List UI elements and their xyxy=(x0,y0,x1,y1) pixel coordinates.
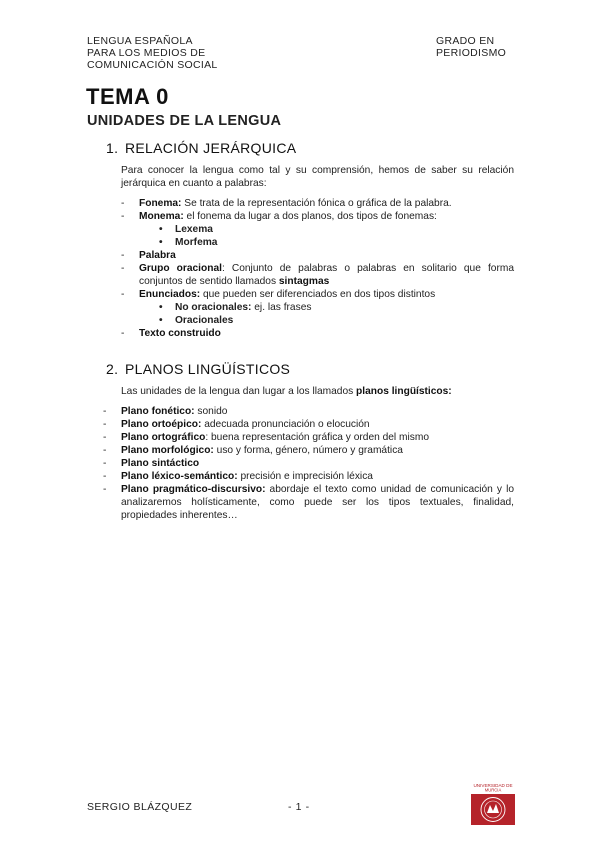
list-item: - Fonema: Se trata de la representación fónica o gráfica de la palabra. xyxy=(121,198,452,209)
section2-intro: Las unidades de la lengua dan lugar a los llamados planos lingüísticos: xyxy=(121,386,452,397)
list-item: - Plano ortoépico: adecuada pronunciación o elocución xyxy=(103,419,370,430)
section1-intro: Para conocer la lengua como tal y su comprensión, hemos de saber su relación jerárquica en cuanto a palabras: xyxy=(121,165,514,189)
section-heading-relacion xyxy=(106,140,296,156)
list-item: - Plano pragmático-discursivo: abordaje el texto como unidad de comunicación y lo analizaremos holísticamente, como puede ser los tipos textuales, finalidad, propiedades inherentes… xyxy=(103,484,514,521)
logo-text: UNIVERSIDAD DE xyxy=(473,783,513,788)
page-subtitle: UNIDADES DE LA LENGUA xyxy=(87,113,282,129)
list-item: - Plano ortográfico: buena representación gráfica y orden del mismo xyxy=(103,432,430,443)
sub-list xyxy=(139,301,514,327)
sub-list xyxy=(139,223,514,249)
sub-list-item: • Oracionales xyxy=(159,315,234,326)
sub-list-item: • Lexema xyxy=(159,224,213,235)
section-title: PLANOS LINGÜÍSTICOS xyxy=(125,361,291,377)
section-title: RELACIÓN JERÁRQUICA xyxy=(125,140,297,156)
list-item: - Grupo oracional: Conjunto de palabras o palabras en solitario que forma conjuntos de sentido llamados sintagmas xyxy=(121,263,515,287)
sub-list-item: • No oracionales: ej. las frases xyxy=(159,302,312,313)
header-course-line: COMUNICACIÓN SOCIAL xyxy=(87,59,218,71)
list-item: - Plano sintáctico xyxy=(103,458,200,469)
list-item: - Plano fonético: sonido xyxy=(103,406,228,417)
header-course xyxy=(87,35,327,71)
logo-seal-background xyxy=(471,794,515,825)
section-number: 1. xyxy=(106,140,119,156)
university-seal-icon xyxy=(468,780,518,826)
header-course-line: LENGUA ESPAÑOLA xyxy=(87,35,193,47)
logo-text: MURCIA xyxy=(484,787,502,793)
section1-list xyxy=(121,197,514,340)
list-item: - Plano morfológico: uso y forma, género, número y gramática xyxy=(103,445,403,456)
footer-author: SERGIO BLÁZQUEZ xyxy=(87,801,193,813)
header-degree-line: PERIODISMO xyxy=(436,47,507,59)
header-course-line: PARA LOS MEDIOS DE xyxy=(87,47,206,59)
list-item: - Enunciados: que pueden ser diferenciados en dos tipos distintos • No oracionales: ej. las frases • Oracionales xyxy=(121,288,514,327)
list-item: - Plano léxico-semántico: precisión e imprecisión léxica xyxy=(103,471,373,482)
header-degree-line: GRADO EN xyxy=(436,35,495,47)
page-number: - 1 - xyxy=(288,801,310,813)
list-item: - Monema: el fonema da lugar a dos planos, dos tipos de fonemas: • Lexema • Morfema xyxy=(121,210,514,249)
sub-list-item: • Morfema xyxy=(159,237,218,248)
university-logo xyxy=(468,780,518,826)
page-title: TEMA 0 xyxy=(86,84,169,109)
list-item: - Palabra xyxy=(121,250,176,261)
header-degree xyxy=(436,35,556,59)
section2-list xyxy=(103,405,514,522)
list-item: - Texto construido xyxy=(121,328,221,339)
section-heading-planos xyxy=(106,361,290,377)
section-number: 2. xyxy=(106,361,119,377)
